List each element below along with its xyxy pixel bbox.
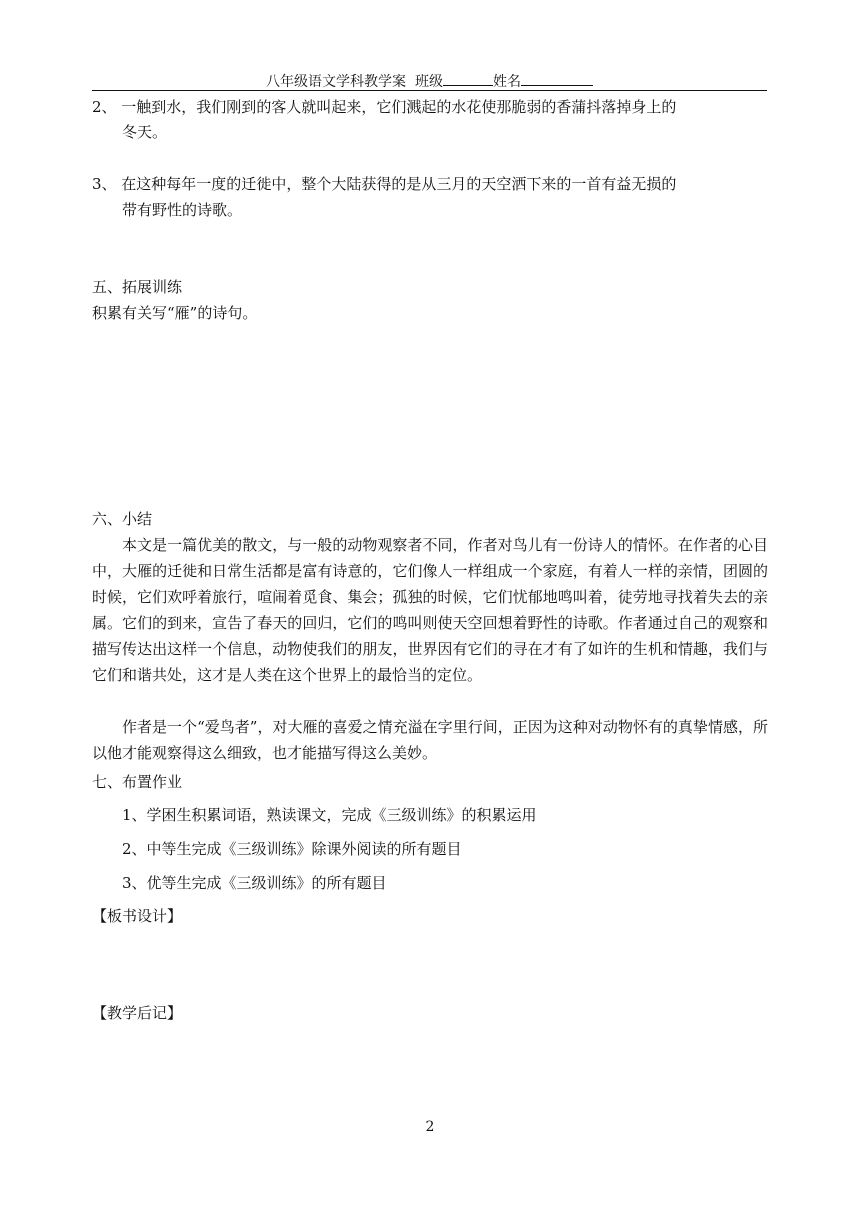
- homework-item-1: 1、学困生积累词语，熟读课文，完成《三级训练》的积累运用: [122, 806, 537, 824]
- homework-item-3: 3、优等生完成《三级训练》的所有题目: [122, 874, 387, 892]
- class-blank: [443, 70, 493, 86]
- item-3-line-1: 3、 在这种每年一度的迁徙中，整个大陆获得的是从三月的天空洒下来的一首有益无损的: [92, 175, 677, 193]
- section-6-heading: 六、小结: [92, 510, 153, 528]
- section-5-task: 积累有关写“雁”的诗句。: [92, 304, 258, 322]
- teaching-afterword-heading: 【教学后记】: [92, 1004, 183, 1022]
- summary-paragraph-1: 本文是一篇优美的散文，与一般的动物观察者不同，作者对鸟儿有一份诗人的情怀。在作者的心目中，大雁的迁徙和日常生活都是富有诗意的，它们像人一样组成一个家庭，有着人一样的亲情，团圆的时候，它们欢呼着旅行，喧闹着觅食、集会；孤独的时候，它们忧郁地鸣叫着，徒劳地寻找着失去的亲属。它们的到来，宣告了春天的回归，它们的鸣叫则使天空回想着野性的诗歌。作者通过自己的观察和描写传达出这样一个信息，动物使我们的朋友，世界因有它们的寻在才有了如许的生机和情趣，我们与它们和谐共处，这才是人类在这个世界上的最恰当的定位。: [92, 536, 768, 684]
- section-7-heading: 七、布置作业: [92, 773, 183, 791]
- summary-paragraph-2: 作者是一个“爱鸟者”，对大雁的喜爱之情充溢在字里行间，正因为这种对动物怀有的真挚情感，所以他才能观察得这么细致，也才能描写得这么美妙。: [92, 718, 768, 762]
- name-label: 姓名: [492, 74, 521, 90]
- page-number: 2: [425, 1119, 435, 1135]
- board-design-heading: 【板书设计】: [92, 907, 183, 925]
- item-2-line-1: 2、 一触到水，我们刚到的客人就叫起来，它们溅起的水花使那脆弱的香蒲抖落掉身上的: [92, 98, 677, 116]
- class-label: 班级: [414, 74, 443, 90]
- item-2-line-2: 冬天。: [122, 123, 168, 141]
- item-3-line-2: 带有野性的诗歌。: [122, 201, 243, 219]
- section-5-heading: 五、拓展训练: [92, 278, 183, 296]
- header-rule: [92, 90, 767, 91]
- header-title: 八年级语文学科教学案: [266, 74, 407, 90]
- homework-item-2: 2、中等生完成《三级训练》除课外阅读的所有题目: [122, 840, 462, 858]
- name-blank: [521, 70, 593, 86]
- page-header: [92, 70, 767, 92]
